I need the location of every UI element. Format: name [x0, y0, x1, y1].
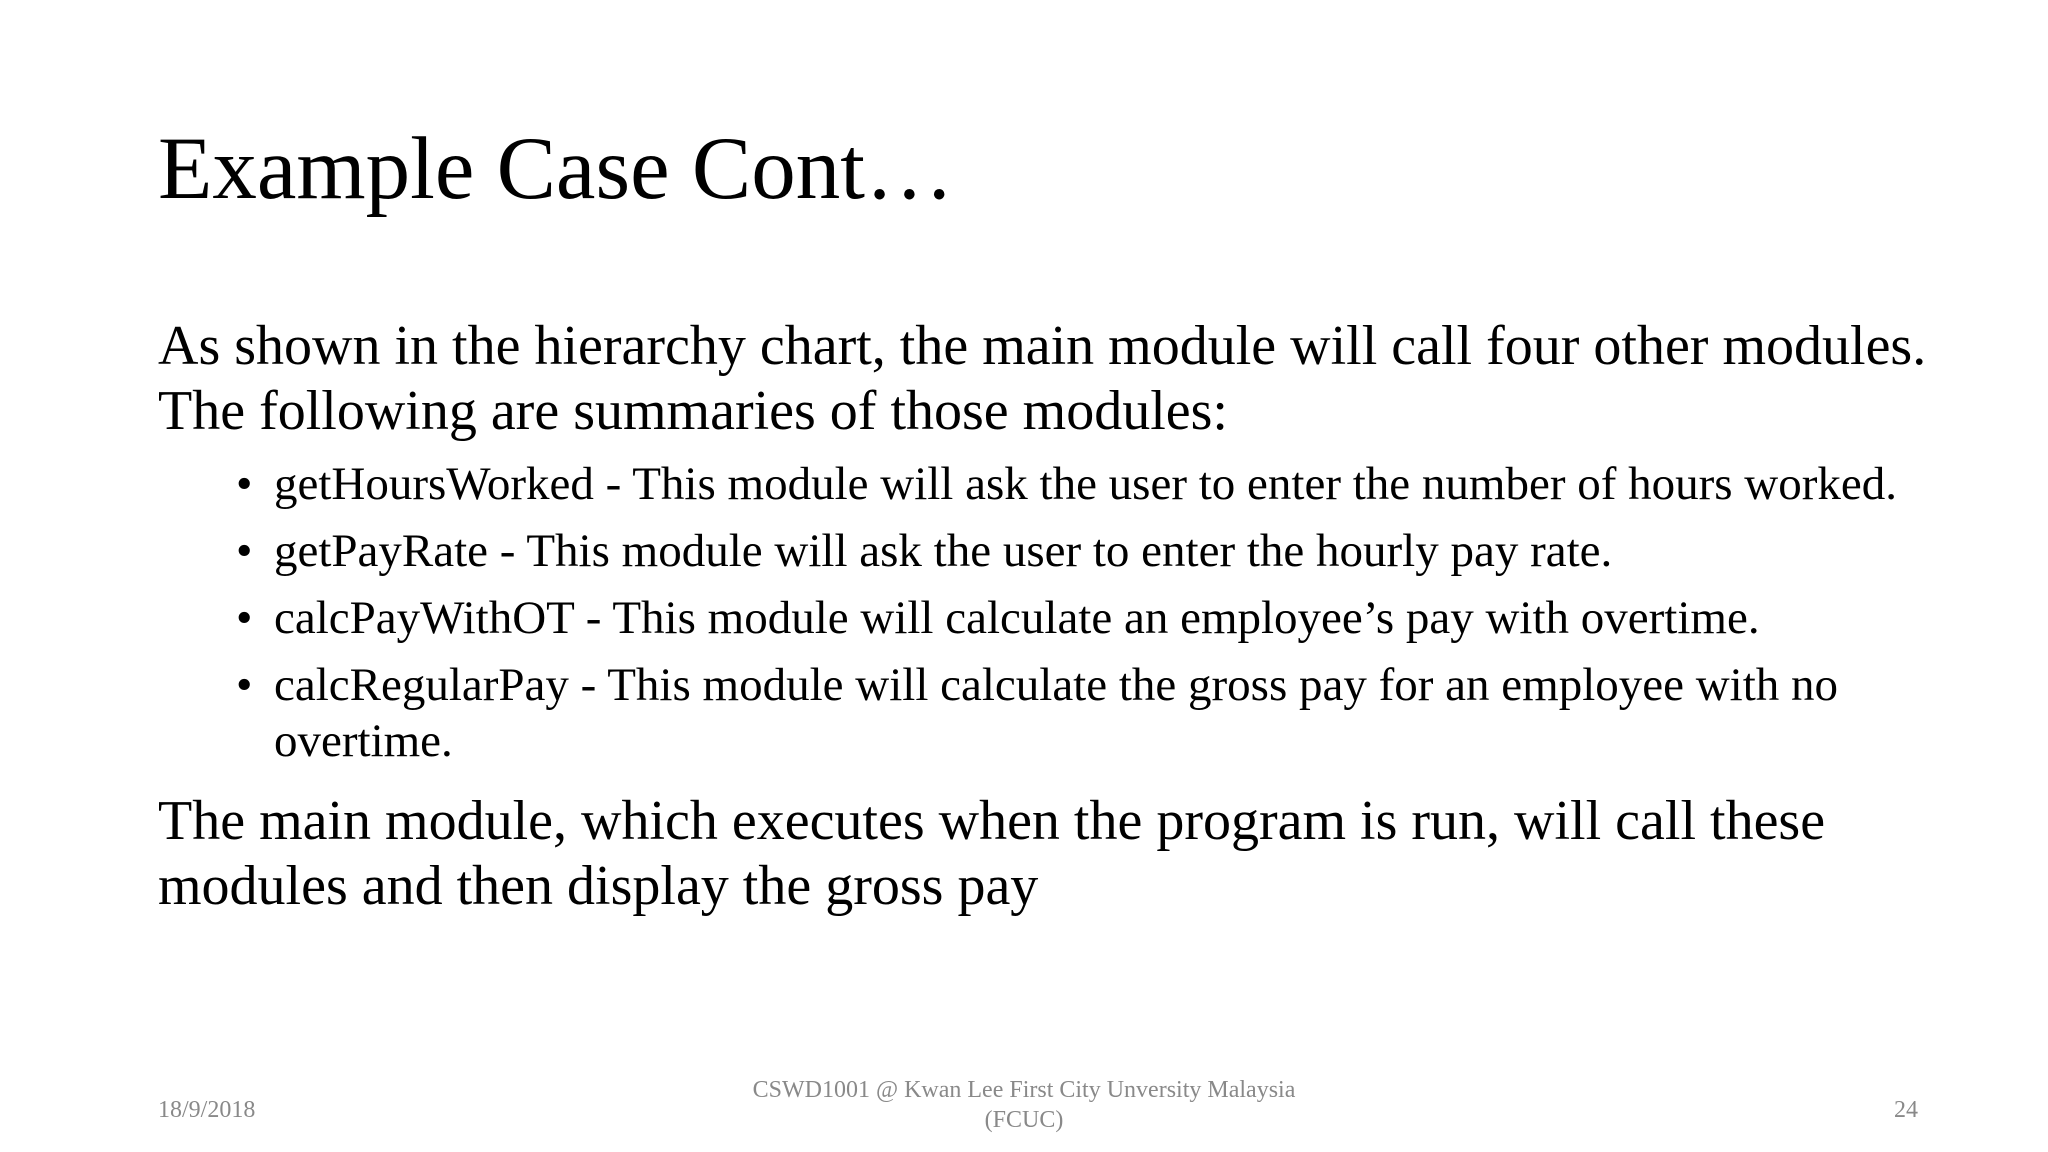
list-item: [236, 456, 1968, 512]
outro-paragraph: The main module, which executes when the program is run, will call these modules and then display the gross pay: [158, 790, 1826, 917]
bullet-icon: •: [236, 659, 253, 711]
footer-course-line: CSWD1001 @ Kwan Lee First City Unversity Malaysia: [752, 1077, 1296, 1103]
list-item: [236, 657, 1968, 769]
bullet-icon: •: [236, 525, 253, 577]
bullet-text: getHoursWorked - This module will ask the user to enter the number of hours worked.: [274, 458, 1898, 510]
module-list: [158, 456, 1968, 769]
bullet-text: getPayRate - This module will ask the user to enter the hourly pay rate.: [274, 525, 1613, 577]
footer-institution-abbrev: (FCUC): [984, 1107, 1064, 1133]
slide-body: [158, 314, 1968, 919]
intro-paragraph: As shown in the hierarchy chart, the main module will call four other modules. The following are summaries of those modules:: [158, 315, 1927, 442]
slide-title: Example Case Cont…: [158, 120, 954, 218]
footer-course-info: [724, 1075, 1324, 1135]
list-item: [236, 590, 1968, 646]
list-item: [236, 523, 1968, 579]
bullet-icon: •: [236, 592, 253, 644]
bullet-text: calcRegularPay - This module will calculate the gross pay for an employee with no overtime.: [274, 659, 1839, 767]
page-number: 24: [1894, 1097, 1918, 1123]
bullet-text: calcPayWithOT - This module will calculate an employee’s pay with overtime.: [274, 592, 1760, 644]
footer-date: 18/9/2018: [158, 1097, 256, 1123]
bullet-icon: •: [236, 458, 253, 510]
